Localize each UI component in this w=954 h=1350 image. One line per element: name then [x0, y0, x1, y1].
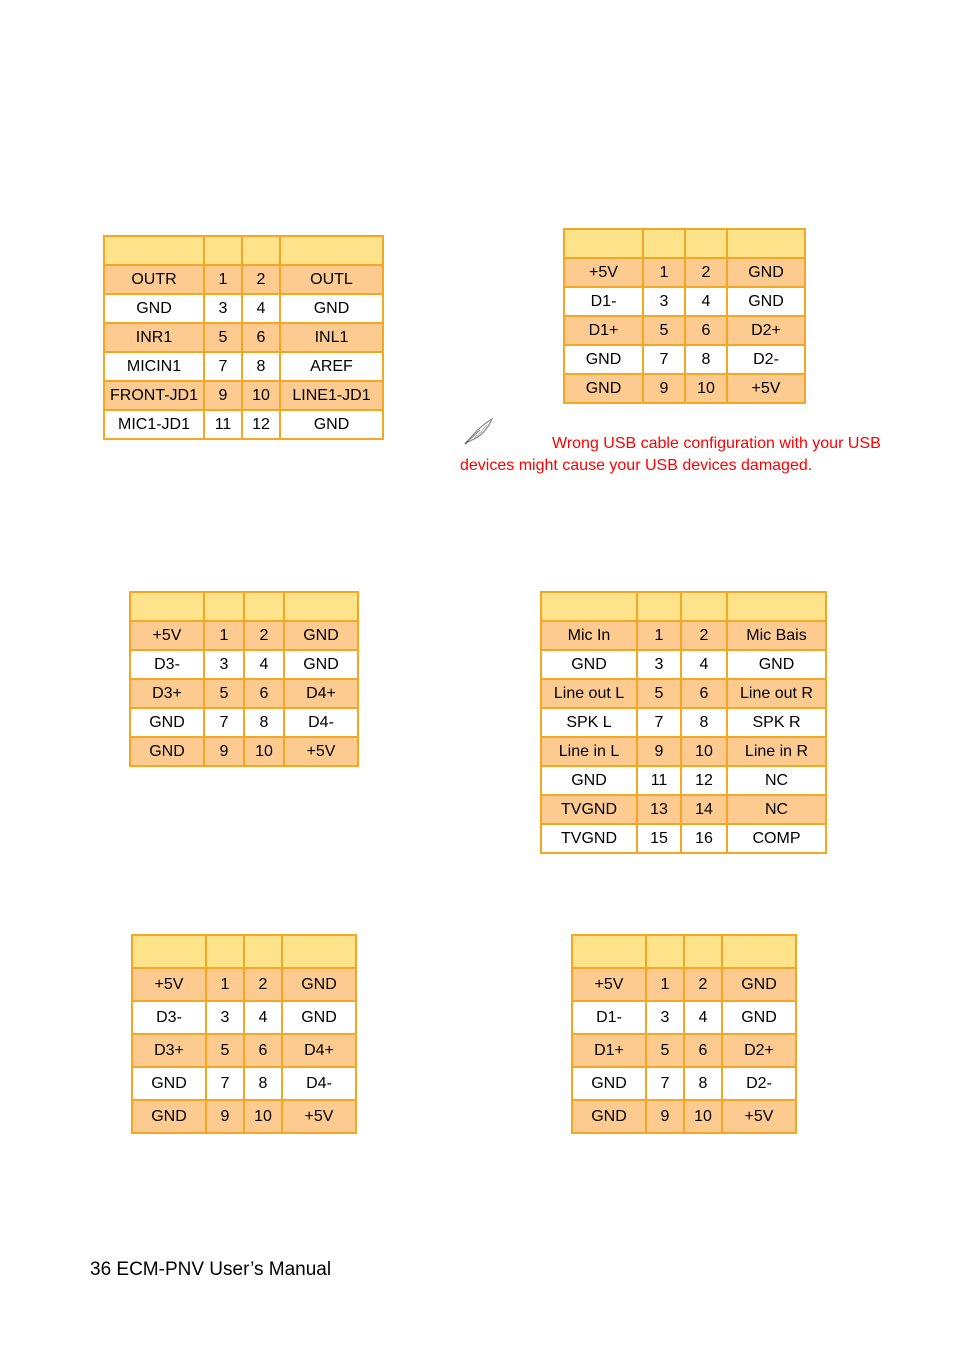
pin-number-cell: 3	[637, 650, 681, 679]
header-cell	[284, 592, 358, 621]
header-cell	[204, 592, 244, 621]
signal-name-cell: Line out L	[541, 679, 637, 708]
signal-name-cell: GND	[541, 766, 637, 795]
pin-number-cell: 9	[646, 1100, 684, 1133]
header-cell	[722, 935, 796, 968]
table-row	[572, 1100, 796, 1133]
header-cell	[646, 935, 684, 968]
pin-number-cell: 10	[685, 374, 727, 403]
header-cell	[637, 592, 681, 621]
feather-pen-icon	[462, 416, 496, 446]
pin-number-cell: 2	[242, 265, 280, 294]
table-header-row	[564, 229, 805, 258]
pin-number-cell: 10	[244, 1100, 282, 1133]
table-row	[104, 265, 383, 294]
pin-number-cell: 10	[684, 1100, 722, 1133]
pin-number-cell: 4	[242, 294, 280, 323]
table-row	[564, 374, 805, 403]
signal-name-cell: GND	[282, 1001, 356, 1034]
signal-name-cell: GND	[541, 650, 637, 679]
table-row	[541, 737, 826, 766]
signal-name-cell: Mic In	[541, 621, 637, 650]
pin-number-cell: 5	[637, 679, 681, 708]
pin-number-cell: 13	[637, 795, 681, 824]
signal-name-cell: GND	[130, 737, 204, 766]
pin-number-cell: 3	[204, 650, 244, 679]
header-cell	[685, 229, 727, 258]
pin-number-cell: 7	[204, 352, 242, 381]
signal-name-cell: D1-	[572, 1001, 646, 1034]
table-row	[541, 708, 826, 737]
signal-name-cell: GND	[284, 650, 358, 679]
pin-number-cell: 4	[244, 650, 284, 679]
pin-number-cell: 2	[681, 621, 727, 650]
table-row	[130, 737, 358, 766]
signal-name-cell: D1+	[572, 1034, 646, 1067]
signal-name-cell: GND	[132, 1067, 206, 1100]
usb-warning-line-2: devices might cause your USB devices damaged.	[460, 457, 813, 474]
audio-header-pin-table	[103, 235, 384, 440]
pin-number-cell: 2	[684, 968, 722, 1001]
table-row	[104, 323, 383, 352]
table-row	[104, 381, 383, 410]
pin-number-cell: 1	[204, 265, 242, 294]
signal-name-cell: +5V	[572, 968, 646, 1001]
table-row	[541, 621, 826, 650]
pin-number-cell: 8	[685, 345, 727, 374]
header-cell	[204, 236, 242, 265]
pin-number-cell: 6	[681, 679, 727, 708]
signal-name-cell: +5V	[564, 258, 643, 287]
header-cell	[564, 229, 643, 258]
table-row	[132, 968, 356, 1001]
table-row	[572, 1001, 796, 1034]
pin-number-cell: 7	[204, 708, 244, 737]
table-row	[572, 968, 796, 1001]
signal-name-cell: GND	[727, 650, 826, 679]
pin-number-cell: 9	[206, 1100, 244, 1133]
signal-name-cell: Mic Bais	[727, 621, 826, 650]
table-row	[104, 294, 383, 323]
signal-name-cell: GND	[132, 1100, 206, 1133]
table-row	[541, 766, 826, 795]
header-cell	[280, 236, 383, 265]
table-row	[132, 1001, 356, 1034]
pin-number-cell: 8	[244, 1067, 282, 1100]
pin-number-cell: 4	[244, 1001, 282, 1034]
pin-number-cell: 1	[206, 968, 244, 1001]
signal-name-cell: NC	[727, 766, 826, 795]
signal-name-cell: SPK L	[541, 708, 637, 737]
signal-name-cell: GND	[564, 345, 643, 374]
signal-name-cell: D4-	[284, 708, 358, 737]
signal-name-cell: +5V	[130, 621, 204, 650]
table-row	[541, 795, 826, 824]
pin-number-cell: 11	[204, 410, 242, 439]
pin-number-cell: 7	[206, 1067, 244, 1100]
signal-name-cell: +5V	[727, 374, 805, 403]
signal-name-cell: Line out R	[727, 679, 826, 708]
signal-name-cell: D1-	[564, 287, 643, 316]
usb-header-2-pin-table	[129, 591, 359, 767]
pin-number-cell: 4	[685, 287, 727, 316]
signal-name-cell: COMP	[727, 824, 826, 853]
header-cell	[244, 592, 284, 621]
signal-name-cell: D3-	[132, 1001, 206, 1034]
header-cell	[684, 935, 722, 968]
pin-number-cell: 6	[244, 679, 284, 708]
pin-number-cell: 10	[244, 737, 284, 766]
pin-number-cell: 5	[643, 316, 685, 345]
pin-number-cell: 12	[681, 766, 727, 795]
signal-name-cell: GND	[564, 374, 643, 403]
pin-number-cell: 5	[646, 1034, 684, 1067]
signal-name-cell: D2+	[727, 316, 805, 345]
signal-name-cell: D4+	[282, 1034, 356, 1067]
table-row	[564, 258, 805, 287]
pin-number-cell: 10	[681, 737, 727, 766]
pin-number-cell: 5	[204, 323, 242, 352]
signal-name-cell: OUTR	[104, 265, 204, 294]
pin-number-cell: 3	[643, 287, 685, 316]
table-row	[104, 410, 383, 439]
pin-number-cell: 9	[643, 374, 685, 403]
audio-tv-header-pin-table	[540, 591, 827, 854]
usb-header-4-pin-table	[571, 934, 797, 1134]
pin-number-cell: 7	[643, 345, 685, 374]
table-row	[564, 345, 805, 374]
table-header-row	[104, 236, 383, 265]
signal-name-cell: D2-	[727, 345, 805, 374]
signal-name-cell: D3-	[130, 650, 204, 679]
header-cell	[206, 935, 244, 968]
signal-name-cell: GND	[722, 968, 796, 1001]
signal-name-cell: GND	[572, 1100, 646, 1133]
table-row	[130, 650, 358, 679]
pin-number-cell: 9	[204, 381, 242, 410]
table-row	[572, 1067, 796, 1100]
header-cell	[572, 935, 646, 968]
header-cell	[104, 236, 204, 265]
table-row	[130, 679, 358, 708]
signal-name-cell: D2-	[722, 1067, 796, 1100]
pin-number-cell: 1	[643, 258, 685, 287]
pin-number-cell: 1	[204, 621, 244, 650]
header-cell	[244, 935, 282, 968]
pin-number-cell: 10	[242, 381, 280, 410]
signal-name-cell: +5V	[132, 968, 206, 1001]
pin-number-cell: 15	[637, 824, 681, 853]
table-header-row	[132, 935, 356, 968]
signal-name-cell: +5V	[282, 1100, 356, 1133]
signal-name-cell: +5V	[722, 1100, 796, 1133]
pin-number-cell: 7	[646, 1067, 684, 1100]
pin-number-cell: 2	[685, 258, 727, 287]
signal-name-cell: MICIN1	[104, 352, 204, 381]
signal-name-cell: D3+	[132, 1034, 206, 1067]
pin-number-cell: 8	[681, 708, 727, 737]
signal-name-cell: D2+	[722, 1034, 796, 1067]
pin-number-cell: 4	[681, 650, 727, 679]
signal-name-cell: LINE1-JD1	[280, 381, 383, 410]
pin-number-cell: 1	[637, 621, 681, 650]
usb-warning-line-1: Wrong USB cable configuration with your USB	[552, 435, 881, 452]
signal-name-cell: GND	[722, 1001, 796, 1034]
pin-number-cell: 6	[242, 323, 280, 352]
table-row	[104, 352, 383, 381]
signal-name-cell: GND	[727, 258, 805, 287]
pin-number-cell: 3	[204, 294, 242, 323]
signal-name-cell: GND	[130, 708, 204, 737]
signal-name-cell: GND	[282, 968, 356, 1001]
pin-number-cell: 11	[637, 766, 681, 795]
pin-number-cell: 3	[206, 1001, 244, 1034]
pin-number-cell: 8	[242, 352, 280, 381]
header-cell	[282, 935, 356, 968]
pin-number-cell: 2	[244, 621, 284, 650]
table-header-row	[130, 592, 358, 621]
signal-name-cell: SPK R	[727, 708, 826, 737]
pin-number-cell: 5	[206, 1034, 244, 1067]
header-cell	[727, 229, 805, 258]
header-cell	[643, 229, 685, 258]
table-header-row	[541, 592, 826, 621]
signal-name-cell: OUTL	[280, 265, 383, 294]
signal-name-cell: GND	[284, 621, 358, 650]
pin-number-cell: 1	[646, 968, 684, 1001]
signal-name-cell: GND	[572, 1067, 646, 1100]
signal-name-cell: TVGND	[541, 795, 637, 824]
signal-name-cell: MIC1-JD1	[104, 410, 204, 439]
header-cell	[727, 592, 826, 621]
pin-number-cell: 8	[684, 1067, 722, 1100]
signal-name-cell: +5V	[284, 737, 358, 766]
signal-name-cell: GND	[280, 294, 383, 323]
pin-number-cell: 3	[646, 1001, 684, 1034]
signal-name-cell: GND	[727, 287, 805, 316]
signal-name-cell: GND	[104, 294, 204, 323]
table-row	[541, 824, 826, 853]
table-row	[132, 1034, 356, 1067]
table-row	[132, 1067, 356, 1100]
table-row	[132, 1100, 356, 1133]
pin-number-cell: 6	[244, 1034, 282, 1067]
header-cell	[681, 592, 727, 621]
pin-number-cell: 12	[242, 410, 280, 439]
pin-number-cell: 9	[204, 737, 244, 766]
table-row	[541, 650, 826, 679]
signal-name-cell: INL1	[280, 323, 383, 352]
pin-number-cell: 4	[684, 1001, 722, 1034]
pin-number-cell: 8	[244, 708, 284, 737]
signal-name-cell: Line in L	[541, 737, 637, 766]
signal-name-cell: Line in R	[727, 737, 826, 766]
header-cell	[132, 935, 206, 968]
signal-name-cell: AREF	[280, 352, 383, 381]
signal-name-cell: D3+	[130, 679, 204, 708]
pin-number-cell: 6	[684, 1034, 722, 1067]
usb-header-1-pin-table	[563, 228, 806, 404]
pin-number-cell: 7	[637, 708, 681, 737]
pin-number-cell: 2	[244, 968, 282, 1001]
table-row	[564, 316, 805, 345]
signal-name-cell: D4+	[284, 679, 358, 708]
signal-name-cell: GND	[280, 410, 383, 439]
signal-name-cell: NC	[727, 795, 826, 824]
pin-number-cell: 5	[204, 679, 244, 708]
table-row	[564, 287, 805, 316]
pin-number-cell: 9	[637, 737, 681, 766]
signal-name-cell: D4-	[282, 1067, 356, 1100]
table-row	[572, 1034, 796, 1067]
page-footer: 36 ECM-PNV User’s Manual	[90, 1259, 332, 1280]
pin-number-cell: 14	[681, 795, 727, 824]
header-cell	[541, 592, 637, 621]
signal-name-cell: D1+	[564, 316, 643, 345]
signal-name-cell: TVGND	[541, 824, 637, 853]
signal-name-cell: INR1	[104, 323, 204, 352]
table-header-row	[572, 935, 796, 968]
pin-number-cell: 16	[681, 824, 727, 853]
table-row	[541, 679, 826, 708]
header-cell	[130, 592, 204, 621]
usb-header-3-pin-table	[131, 934, 357, 1134]
table-row	[130, 708, 358, 737]
header-cell	[242, 236, 280, 265]
signal-name-cell: FRONT-JD1	[104, 381, 204, 410]
pin-number-cell: 6	[685, 316, 727, 345]
table-row	[130, 621, 358, 650]
